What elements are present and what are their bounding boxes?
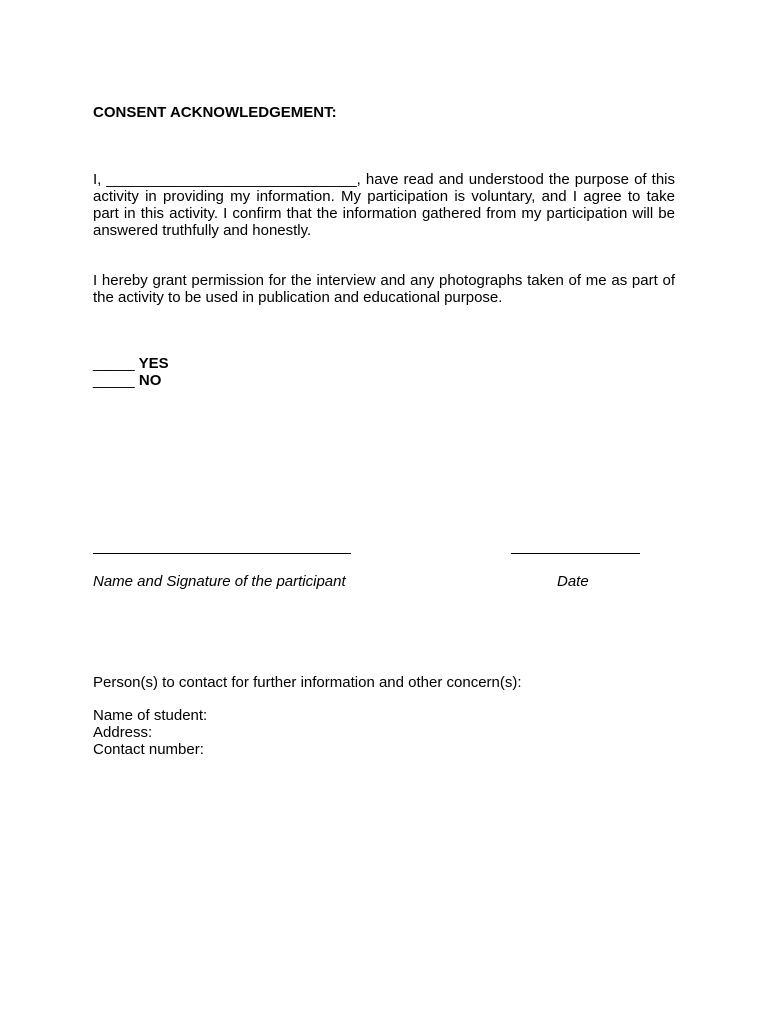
document-heading: CONSENT ACKNOWLEDGEMENT: xyxy=(93,104,337,121)
signature-line xyxy=(93,553,351,554)
date-line xyxy=(511,553,640,554)
signature-label: Name and Signature of the participant xyxy=(93,573,346,590)
permission-paragraph: I hereby grant permission for the interview and any photographs taken of me as part of the activity to be used in publication and educational purpose. xyxy=(93,272,675,306)
date-label: Date xyxy=(557,573,589,590)
address-label: Address: xyxy=(93,724,153,741)
choice-no xyxy=(93,372,675,389)
choice-yes-blank: _____ xyxy=(93,355,135,372)
choice-yes-label: YES xyxy=(138,355,169,372)
choice-no-blank: _____ xyxy=(93,372,135,389)
student-name-label: Name of student: xyxy=(93,707,208,724)
consent-paragraph: I, ______________________________, have read and understood the purpose of this activity in providing my information. My participation is voluntary, and I agree to take part in this activity. I confirm that the information gathered from my participation will be answered truthfully and honestly. xyxy=(93,171,675,239)
contact-list xyxy=(93,707,675,758)
permission-choices xyxy=(93,355,675,389)
choice-no-label: NO xyxy=(138,372,162,389)
contact-intro: Person(s) to contact for further information and other concern(s): xyxy=(93,674,522,691)
contact-number-label: Contact number: xyxy=(93,741,204,758)
choice-yes xyxy=(93,355,675,372)
